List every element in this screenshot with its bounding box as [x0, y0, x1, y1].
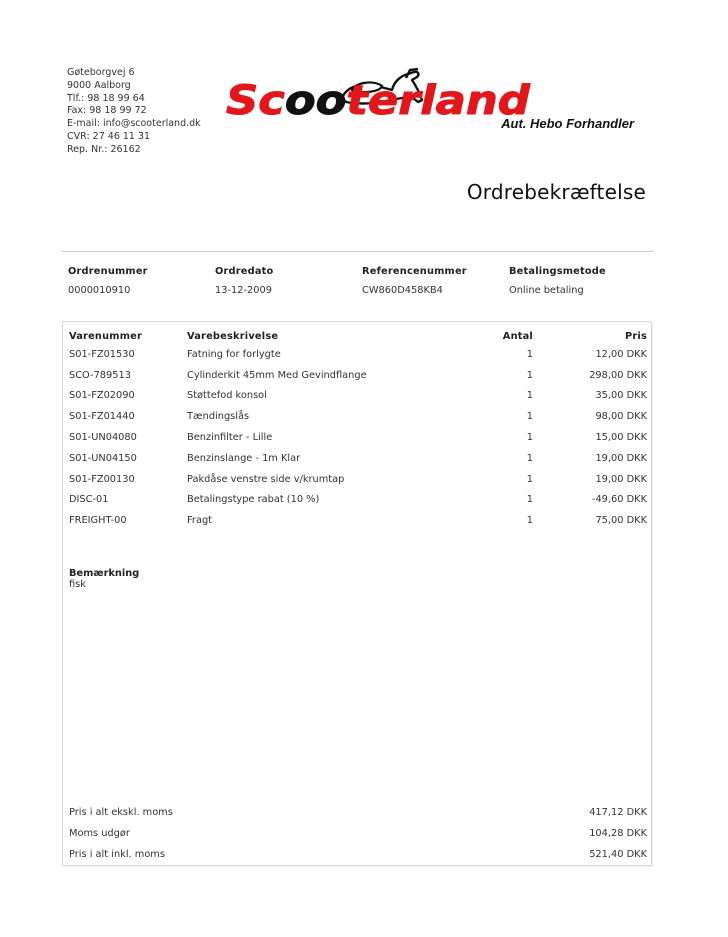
- table-header-row: [69, 328, 647, 344]
- reference-label: Referencenummer: [362, 266, 467, 277]
- logo-text-oo: oo: [284, 78, 347, 124]
- header-divider: [62, 251, 654, 252]
- item-description: Fatning for forlygte: [187, 348, 281, 360]
- order-lines-box: [62, 321, 652, 866]
- item-number: DISC-01: [69, 494, 109, 506]
- item-quantity: 1: [526, 432, 533, 444]
- item-quantity: 1: [526, 452, 533, 464]
- company-logo: [226, 68, 646, 134]
- payment-method-field: [509, 266, 606, 296]
- item-price: 19,00 DKK: [595, 473, 647, 485]
- item-quantity: 1: [526, 348, 533, 360]
- vat-label: Moms udgør: [69, 828, 130, 839]
- item-description: Betalingstype rabat (10 %): [187, 494, 320, 506]
- item-price: 298,00 DKK: [589, 369, 647, 381]
- item-description: Støttefod konsol: [187, 390, 267, 402]
- remark-value: fisk: [69, 579, 86, 590]
- item-price: 15,00 DKK: [595, 432, 647, 444]
- item-number: S01-UN04080: [69, 432, 137, 444]
- address-email: E-mail: info@scooterland.dk: [67, 118, 201, 130]
- grand-total-row: [69, 844, 647, 865]
- order-number-value: 0000010910: [68, 285, 131, 296]
- payment-method-label: Betalingsmetode: [509, 266, 606, 277]
- logo-subtitle: Aut. Hebo Forhandler: [501, 116, 634, 131]
- header-description: Varebeskrivelse: [187, 330, 279, 342]
- item-description: Benzinslange - 1m Klar: [187, 452, 301, 464]
- logo-text-start: Sc: [226, 78, 285, 124]
- item-price: 12,00 DKK: [595, 348, 647, 360]
- remark-section: [69, 568, 139, 590]
- grand-total-label: Pris i alt inkl. moms: [69, 849, 165, 860]
- table-row: [69, 344, 647, 365]
- company-address: [67, 67, 201, 157]
- subtotal-label: Pris i alt ekskl. moms: [69, 807, 173, 818]
- table-row: [69, 510, 647, 531]
- table-row: [69, 469, 647, 490]
- address-city: 9000 Aalborg: [67, 79, 131, 91]
- item-quantity: 1: [526, 411, 533, 423]
- order-date-value: 13-12-2009: [215, 285, 272, 296]
- subtotal-row: [69, 802, 647, 823]
- header-quantity: Antal: [502, 330, 533, 342]
- order-lines-table: [69, 328, 647, 531]
- reference-field: [362, 266, 467, 296]
- subtotal-value: 417,12 DKK: [589, 807, 647, 818]
- item-price: 98,00 DKK: [595, 411, 647, 423]
- address-street: Gøteborgvej 6: [67, 67, 135, 78]
- table-row: [69, 365, 647, 386]
- item-price: 75,00 DKK: [595, 515, 647, 527]
- grand-total-value: 521,40 DKK: [589, 849, 647, 860]
- header-price: Pris: [624, 330, 647, 342]
- order-date-field: [215, 266, 274, 296]
- vat-value: 104,28 DKK: [589, 828, 647, 839]
- page-title: Ordrebekræftelse: [466, 180, 646, 204]
- item-number: S01-FZ01440: [69, 411, 135, 423]
- item-number: FREIGHT-00: [69, 515, 127, 527]
- item-number: SCO-789513: [69, 369, 131, 381]
- logo-wordmark: [226, 78, 530, 124]
- order-date-label: Ordredato: [215, 266, 274, 277]
- item-price: -49,60 DKK: [591, 494, 647, 506]
- item-price: 19,00 DKK: [595, 452, 647, 464]
- item-price: 35,00 DKK: [595, 390, 647, 402]
- header-item-number: Varenummer: [69, 330, 142, 342]
- item-quantity: 1: [526, 473, 533, 485]
- payment-method-value: Online betaling: [509, 285, 584, 296]
- item-number: S01-FZ00130: [69, 473, 135, 485]
- item-quantity: 1: [526, 515, 533, 527]
- item-quantity: 1: [526, 494, 533, 506]
- remark-label: Bemærkning: [69, 568, 140, 579]
- address-rep-nr: Rep. Nr.: 26162: [67, 143, 141, 155]
- item-number: S01-FZ02090: [69, 390, 135, 402]
- table-row: [69, 386, 647, 407]
- table-row: [69, 406, 647, 427]
- item-quantity: 1: [526, 390, 533, 402]
- address-fax: Fax: 98 18 99 72: [67, 105, 147, 117]
- order-number-field: [68, 266, 148, 296]
- item-number: S01-UN04150: [69, 452, 137, 464]
- address-phone: Tlf.: 98 18 99 64: [67, 92, 145, 104]
- reference-value: CW860D458KB4: [362, 285, 443, 296]
- order-number-label: Ordrenummer: [68, 266, 148, 277]
- item-description: Tændingslås: [187, 411, 250, 423]
- table-row: [69, 427, 647, 448]
- item-description: Fragt: [187, 515, 213, 527]
- item-description: Cylinderkit 45mm Med Gevindflange: [187, 369, 367, 381]
- vat-row: [69, 823, 647, 844]
- table-row: [69, 490, 647, 511]
- item-description: Benzinfilter - Lille: [187, 432, 273, 444]
- address-cvr: CVR: 27 46 11 31: [67, 130, 151, 142]
- totals-section: [69, 802, 647, 865]
- item-number: S01-FZ01530: [69, 348, 135, 360]
- table-row: [69, 448, 647, 469]
- logo-text-end: terland: [346, 78, 530, 124]
- item-description: Pakdåse venstre side v/krumtap: [187, 473, 345, 485]
- item-quantity: 1: [526, 369, 533, 381]
